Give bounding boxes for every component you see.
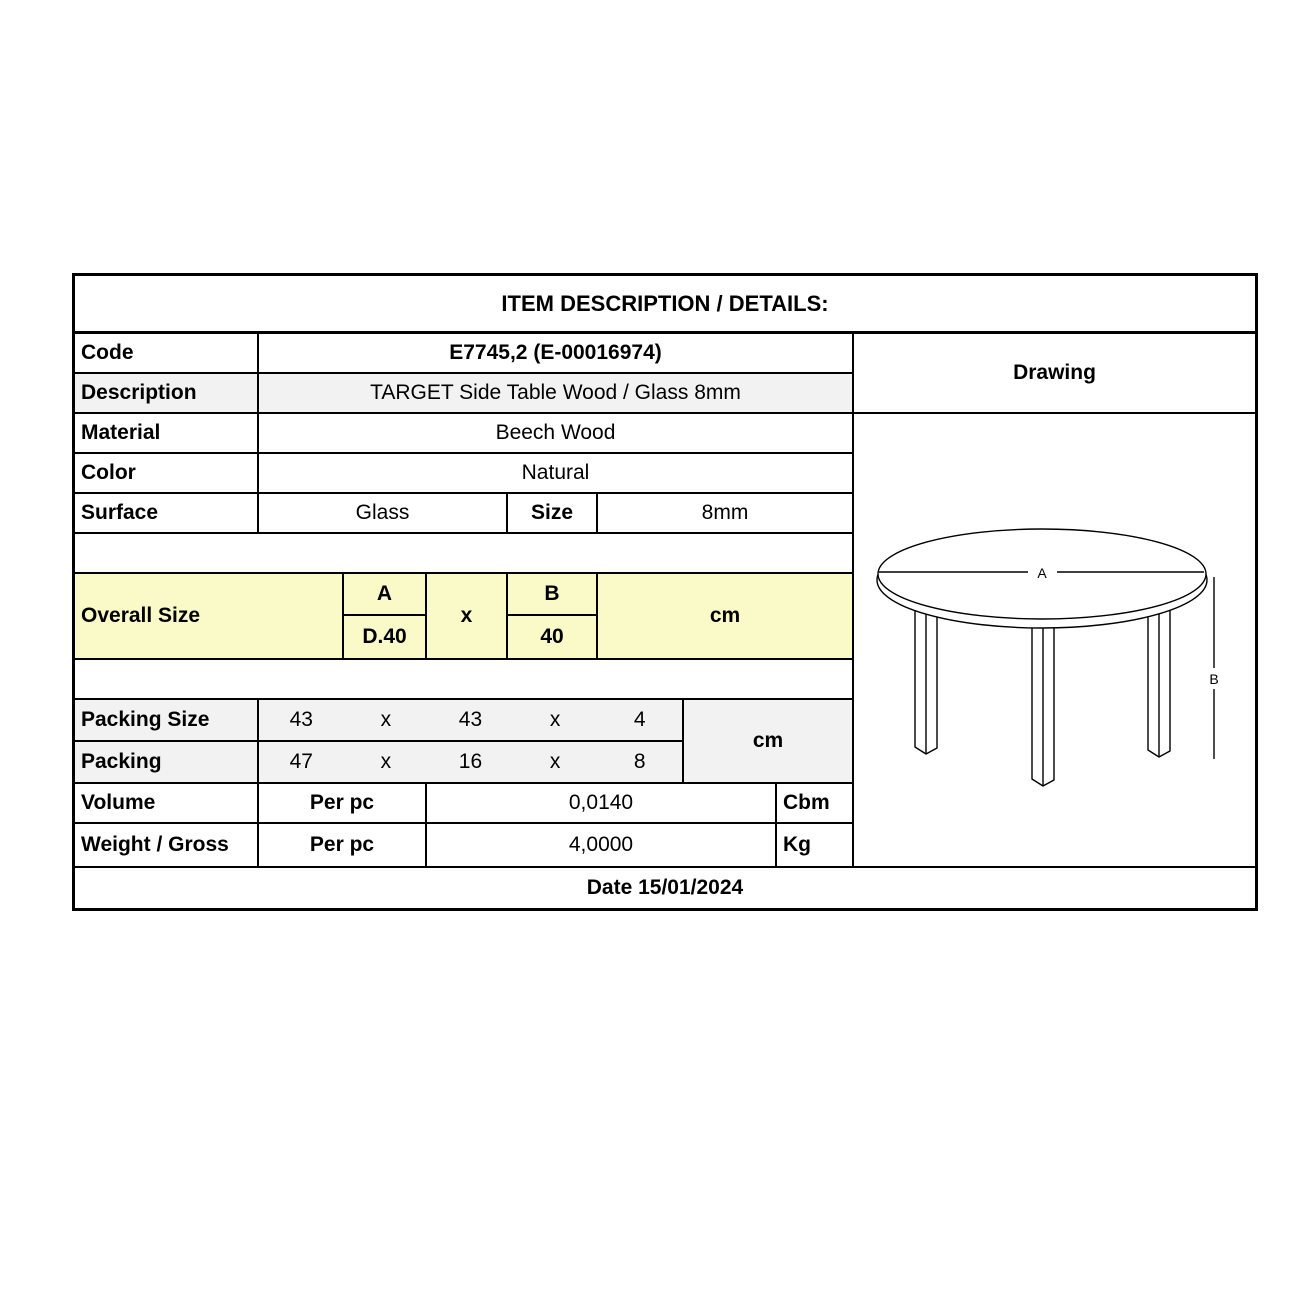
dim-a-header: A [344,574,425,616]
packing-size-values [259,700,682,740]
volume-value: 0,0140 [427,784,777,822]
dim-b-header: B [508,574,596,616]
weight-value: 4,0000 [427,824,777,866]
code-label: Code [75,334,259,372]
color-value: Natural [521,461,590,484]
surface-size-value: 8mm [701,501,749,524]
table-body [75,334,1255,866]
surface-value: Glass [259,494,508,532]
overall-size-label: Overall Size [75,574,344,658]
volume-unit: Cbm [783,791,830,814]
packing-rows [75,700,682,782]
surface-label: Surface [75,494,259,532]
weight-unit: Kg [783,833,811,856]
row-weight [75,824,852,866]
weight-label: Weight / Gross [75,824,259,866]
row-packing [75,742,682,782]
description-value: TARGET Side Table Wood / Glass 8mm [370,381,741,404]
dim-label-a: A [1037,565,1047,581]
row-description [75,374,852,414]
drawing-title: Drawing [854,334,1255,414]
row-material [75,414,852,454]
color-label: Color [75,454,259,492]
code-value: E7745,2 (E-00016974) [449,341,662,364]
packing-label: Packing [75,742,259,782]
spacer-row [75,534,852,574]
packing-dim: 47 [289,750,313,773]
packing-size-label: Packing Size [75,700,259,740]
packing-size-times: x [380,708,392,731]
material-label: Material [75,414,259,452]
row-surface [75,494,852,534]
dim-a-value: D.40 [362,625,407,648]
row-code [75,334,852,374]
packing-block [75,700,852,784]
dimension-line-b [1209,577,1218,759]
table-drawing [854,414,1255,866]
spacer-row [75,660,852,700]
overall-size-unit: cm [709,604,741,627]
dim-label-b: B [1209,671,1219,687]
packing-values [259,742,682,782]
description-label: Description [75,374,259,412]
packing-size-dim: 43 [458,708,483,731]
dim-times: x [427,574,508,658]
dim-b-value: 40 [540,625,564,648]
date-row: Date 15/01/2024 [75,866,1255,908]
overall-size-col-a [344,574,427,658]
volume-per: Per pc [259,784,427,822]
packing-times: x [380,750,392,773]
details-section [75,334,852,866]
row-packing-size [75,700,682,742]
packing-dim: 16 [458,750,483,773]
packing-unit: cm [682,700,852,782]
packing-size-dim: 43 [289,708,313,731]
packing-size-dim: 4 [633,708,646,731]
surface-size-label: Size [508,494,598,532]
drawing-section [852,334,1255,866]
packing-dim: 8 [633,750,646,773]
packing-times: x [549,750,561,773]
table-title: ITEM DESCRIPTION / DETAILS: [75,276,1255,334]
material-value: Beech Wood [495,421,616,444]
weight-per: Per pc [259,824,427,866]
row-volume [75,784,852,824]
item-details-table [72,273,1258,911]
row-overall-size [75,574,852,660]
row-color [75,454,852,494]
overall-size-col-b [508,574,598,658]
packing-size-times: x [549,708,561,731]
drawing-area [854,414,1255,866]
volume-label: Volume [75,784,259,822]
